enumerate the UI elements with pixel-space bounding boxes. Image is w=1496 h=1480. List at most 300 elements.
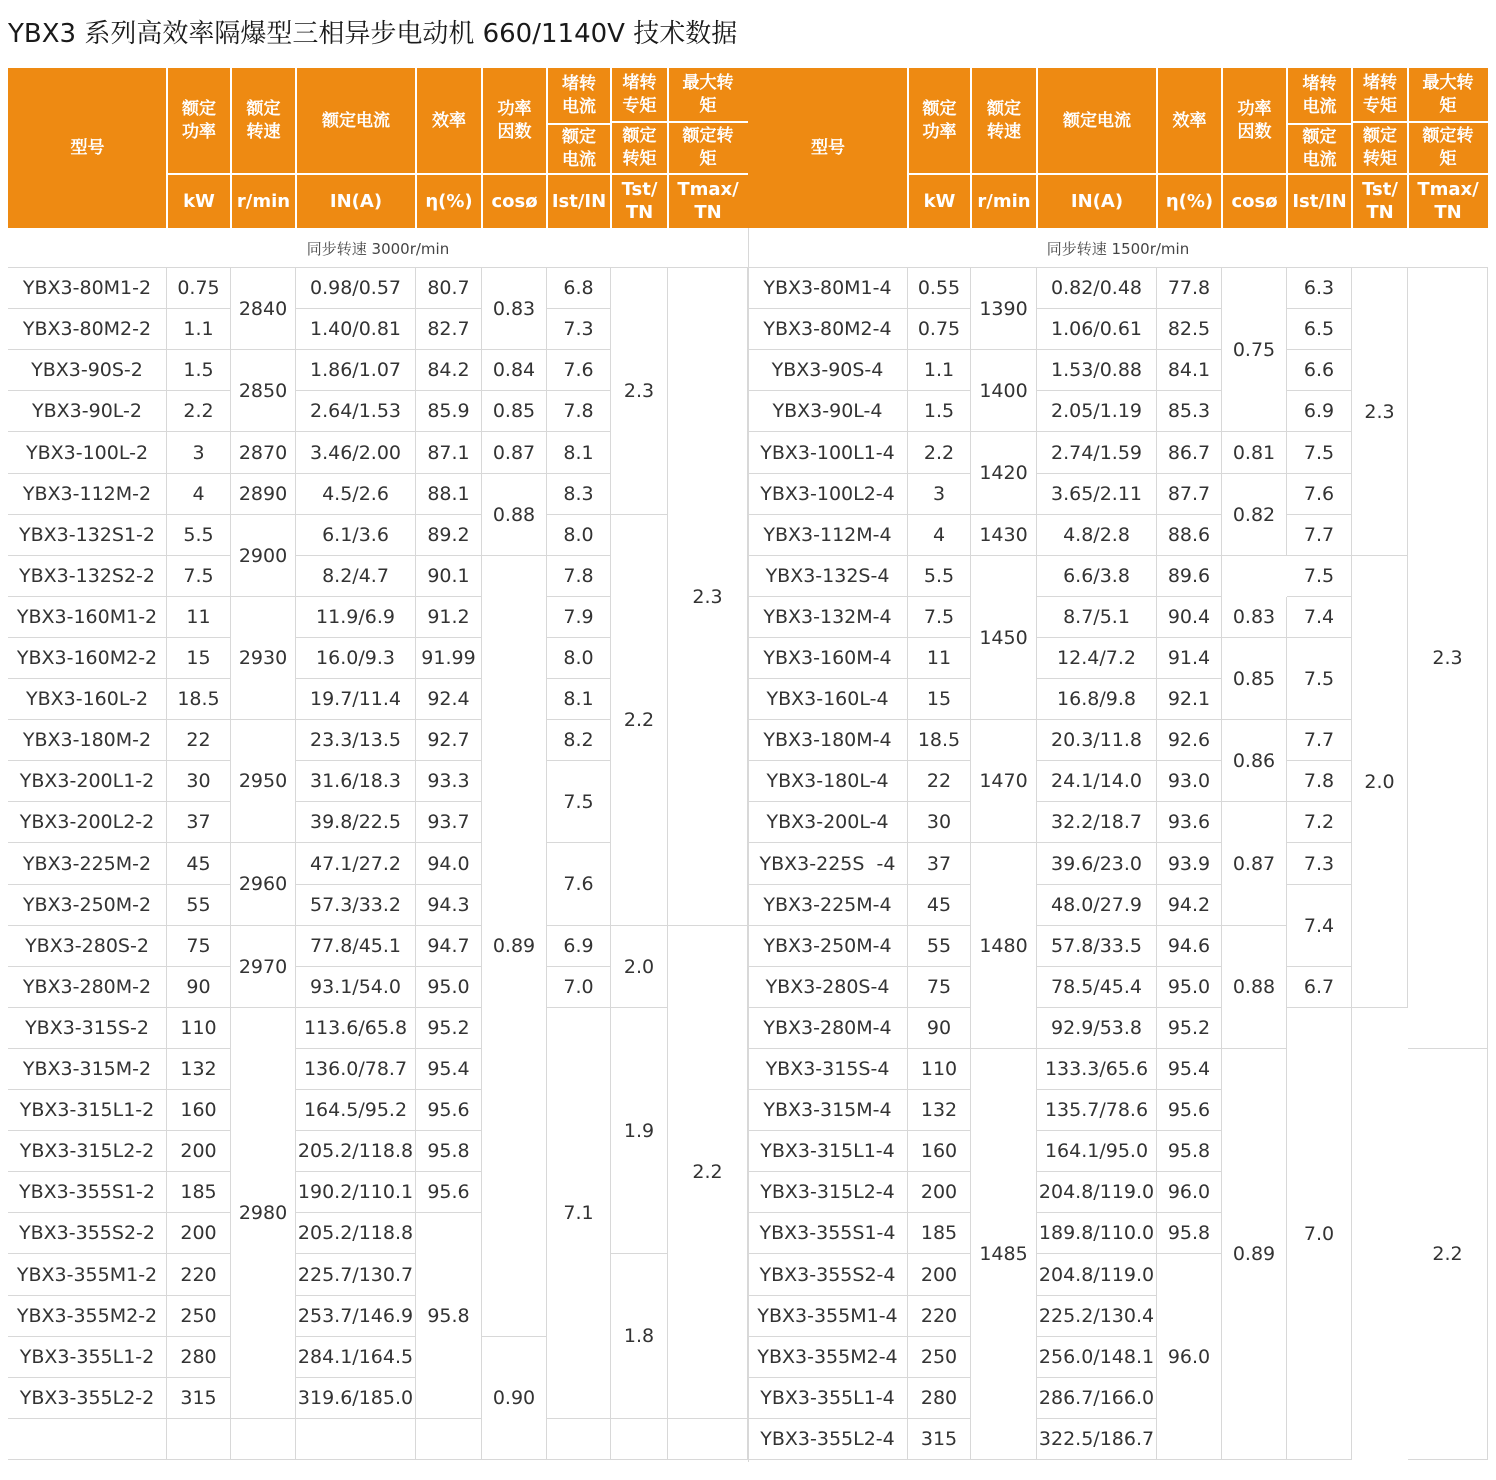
left-cell-current: 47.1/27.2 (296, 843, 416, 885)
left-cell-speed: 2890 (231, 474, 296, 515)
left-cell-eff: 95.6 (416, 1172, 482, 1213)
left-cell-current: 164.5/95.2 (296, 1090, 416, 1131)
header-divider (908, 173, 1488, 175)
right-cell-speed: 1480 (971, 843, 1037, 1049)
left-cell-max (668, 1419, 748, 1460)
right-header-pf: 功率 因数 (1222, 68, 1287, 174)
right-cell-lrc: 7.7 (1287, 515, 1352, 556)
left-cell-eff: 91.99 (416, 638, 482, 679)
left-header-unit-power: kW (167, 174, 231, 228)
right-cell-current: 92.9/53.8 (1037, 1008, 1157, 1049)
right-cell-current: 2.05/1.19 (1037, 391, 1157, 432)
left-cell-speed: 2970 (231, 926, 296, 1008)
left-cell-lrc: 7.8 (547, 556, 611, 597)
left-cell-pf: 0.83 (482, 268, 547, 350)
right-cell-pf: 0.85 (1222, 638, 1287, 720)
header-divider (1407, 68, 1409, 228)
right-cell-power: 200 (908, 1254, 971, 1296)
left-cell-eff: 95.8 (416, 1131, 482, 1172)
right-cell-lrt: 2.3 (1352, 268, 1408, 556)
right-cell-eff: 95.8 (1157, 1213, 1222, 1254)
table-divider (748, 228, 749, 1462)
left-cell-current: 136.0/78.7 (296, 1049, 416, 1090)
right-cell-current: 20.3/11.8 (1037, 720, 1157, 761)
right-cell-model: YBX3-355S2-4 (748, 1254, 908, 1296)
left-cell-model: YBX3-160L-2 (8, 679, 167, 720)
right-cell-current: 164.1/95.0 (1037, 1131, 1157, 1172)
right-cell-power: 160 (908, 1131, 971, 1172)
left-cell-model: YBX3-355M2-2 (8, 1296, 167, 1337)
left-cell-power: 220 (167, 1254, 231, 1296)
right-cell-model: YBX3-355S1-4 (748, 1213, 908, 1254)
left-cell-power: 90 (167, 967, 231, 1008)
right-cell-eff: 94.2 (1157, 885, 1222, 926)
left-cell-model: YBX3-90L-2 (8, 391, 167, 432)
left-cell-power: 30 (167, 761, 231, 802)
right-cell-current: 32.2/18.7 (1037, 802, 1157, 843)
left-cell-power: 132 (167, 1049, 231, 1090)
right-header-unit-lrt_top: Tst/ TN (1352, 174, 1408, 228)
left-cell-lrc: 6.9 (547, 926, 611, 967)
right-cell-eff: 82.5 (1157, 309, 1222, 350)
left-cell-eff: 92.7 (416, 720, 482, 761)
left-cell-model: YBX3-280S-2 (8, 926, 167, 967)
left-cell-eff (416, 1419, 482, 1460)
left-cell-current: 319.6/185.0 (296, 1378, 416, 1419)
left-cell-current: 11.9/6.9 (296, 597, 416, 638)
left-cell-model: YBX3-315L1-2 (8, 1090, 167, 1131)
header-divider (667, 68, 669, 228)
left-cell-power: 5.5 (167, 515, 231, 556)
left-cell-pf: 0.90 (482, 1337, 547, 1460)
left-cell-power: 75 (167, 926, 231, 967)
right-cell-current: 3.65/2.11 (1037, 474, 1157, 515)
right-header-eff: 效率 (1157, 68, 1222, 174)
right-cell-lrc: 7.2 (1287, 802, 1352, 843)
right-cell-lrc: 6.7 (1287, 967, 1352, 1008)
left-cell-lrc: 6.8 (547, 268, 611, 309)
left-cell-model: YBX3-112M-2 (8, 474, 167, 515)
header-divider (230, 68, 232, 228)
right-cell-lrc: 7.6 (1287, 474, 1352, 515)
left-cell-speed: 2950 (231, 720, 296, 843)
left-cell-current: 6.1/3.6 (296, 515, 416, 556)
left-cell-pf: 0.89 (482, 556, 547, 1337)
left-header-pf: 功率 因数 (482, 68, 547, 174)
right-cell-model: YBX3-315L1-4 (748, 1131, 908, 1172)
left-cell-current: 284.1/164.5 (296, 1337, 416, 1378)
left-cell-eff: 92.4 (416, 679, 482, 720)
header-divider (1036, 68, 1038, 228)
right-cell-power: 5.5 (908, 556, 971, 597)
left-cell-model: YBX3-90S-2 (8, 350, 167, 391)
right-cell-model: YBX3-90L-4 (748, 391, 908, 432)
left-cell-current: 16.0/9.3 (296, 638, 416, 679)
right-header-unit-speed: r/min (971, 174, 1037, 228)
header-divider (547, 123, 611, 125)
header-divider (1156, 68, 1158, 228)
right-cell-model: YBX3-315L2-4 (748, 1172, 908, 1213)
header-divider (1352, 121, 1408, 123)
left-cell-lrt: 1.9 (611, 1008, 668, 1254)
right-cell-current: 204.8/119.0 (1037, 1172, 1157, 1213)
right-cell-power: 132 (908, 1090, 971, 1131)
left-cell-eff: 87.1 (416, 432, 482, 474)
right-cell-current: 189.8/110.0 (1037, 1213, 1157, 1254)
right-cell-eff: 95.8 (1157, 1131, 1222, 1172)
left-cell-model: YBX3-160M1-2 (8, 597, 167, 638)
right-cell-power: 4 (908, 515, 971, 556)
right-cell-model: YBX3-112M-4 (748, 515, 908, 556)
header-divider (610, 68, 612, 228)
right-cell-model: YBX3-100L1-4 (748, 432, 908, 474)
right-cell-current: 2.74/1.59 (1037, 432, 1157, 474)
header-divider (295, 68, 297, 228)
right-header-unit-current: IN(A) (1037, 174, 1157, 228)
header-divider (1351, 68, 1353, 228)
left-cell-current: 0.98/0.57 (296, 268, 416, 309)
right-cell-power: 75 (908, 967, 971, 1008)
header-divider (907, 68, 909, 228)
header-divider (611, 121, 668, 123)
left-cell-eff: 95.8 (416, 1213, 482, 1419)
left-cell-model: YBX3-132S2-2 (8, 556, 167, 597)
left-cell-speed: 2960 (231, 843, 296, 926)
right-cell-pf: 0.88 (1222, 926, 1287, 1049)
left-header-eff: 效率 (416, 68, 482, 174)
right-cell-pf: 0.83 (1222, 597, 1287, 638)
right-cell-lrc: 7.3 (1287, 843, 1352, 885)
left-cell-model: YBX3-180M-2 (8, 720, 167, 761)
right-cell-power: 55 (908, 926, 971, 967)
right-cell-current: 135.7/78.6 (1037, 1090, 1157, 1131)
left-cell-power: 200 (167, 1213, 231, 1254)
left-cell-eff: 89.2 (416, 515, 482, 556)
header-divider (1286, 68, 1288, 228)
left-cell-power: 200 (167, 1131, 231, 1172)
left-cell-eff: 80.7 (416, 268, 482, 309)
right-cell-power: 7.5 (908, 597, 971, 638)
left-cell-lrc: 8.1 (547, 679, 611, 720)
right-cell-current: 286.7/166.0 (1037, 1378, 1157, 1419)
right-cell-lrc: 6.5 (1287, 309, 1352, 350)
left-cell-lrc: 8.2 (547, 720, 611, 761)
right-cell-eff: 96.0 (1157, 1172, 1222, 1213)
left-cell-eff: 94.7 (416, 926, 482, 967)
left-cell-lrc: 8.0 (547, 638, 611, 679)
right-cell-model: YBX3-200L-4 (748, 802, 908, 843)
left-cell-eff: 94.3 (416, 885, 482, 926)
left-cell-pf: 0.88 (482, 474, 547, 556)
left-cell-eff: 91.2 (416, 597, 482, 638)
header-divider (167, 173, 748, 175)
right-cell-speed: 1470 (971, 720, 1037, 843)
right-cell-power: 15 (908, 679, 971, 720)
right-cell-lrc: 6.6 (1287, 350, 1352, 391)
left-cell-lrc: 7.8 (547, 391, 611, 432)
right-header-lrt_bot: 额定 转矩 (1352, 122, 1408, 174)
right-cell-model: YBX3-315M-4 (748, 1090, 908, 1131)
left-cell-power: 0.75 (167, 268, 231, 309)
right-cell-current: 204.8/119.0 (1037, 1254, 1157, 1296)
left-header-unit-max_top: Tmax/ TN (668, 174, 748, 228)
header-divider (481, 68, 483, 228)
right-cell-power: 200 (908, 1172, 971, 1213)
right-cell-power: 22 (908, 761, 971, 802)
left-cell-lrt: 2.3 (611, 268, 668, 515)
right-cell-eff: 90.4 (1157, 597, 1222, 638)
right-cell-current: 1.06/0.61 (1037, 309, 1157, 350)
right-header-power: 额定 功率 (908, 68, 971, 174)
right-cell-model: YBX3-132S-4 (748, 556, 908, 597)
right-cell-power: 0.75 (908, 309, 971, 350)
page-title: YBX3 系列高效率隔爆型三相异步电动机 660/1140V 技术数据 (8, 19, 738, 49)
right-cell-eff: 95.2 (1157, 1008, 1222, 1049)
right-cell-eff: 91.4 (1157, 638, 1222, 679)
right-cell-current: 0.82/0.48 (1037, 268, 1157, 309)
left-cell-model: YBX3-355M1-2 (8, 1254, 167, 1296)
left-cell-current: 93.1/54.0 (296, 967, 416, 1008)
header-divider (970, 68, 972, 228)
left-cell-lrc: 7.0 (547, 967, 611, 1008)
header-divider (546, 68, 548, 228)
right-cell-power: 45 (908, 885, 971, 926)
left-cell-model: YBX3-100L-2 (8, 432, 167, 474)
header-divider (1221, 68, 1223, 228)
left-header-unit-eff: η(%) (416, 174, 482, 228)
right-header-max_bot: 额定转 矩 (1408, 122, 1488, 174)
right-cell-eff: 77.8 (1157, 268, 1222, 309)
right-header-max_top: 最大转 矩 (1408, 68, 1488, 122)
right-cell-eff: 88.6 (1157, 515, 1222, 556)
left-cell-power: 37 (167, 802, 231, 843)
right-cell-model: YBX3-180M-4 (748, 720, 908, 761)
right-header-unit-power: kW (908, 174, 971, 228)
right-cell-model: YBX3-280S-4 (748, 967, 908, 1008)
right-cell-current: 4.8/2.8 (1037, 515, 1157, 556)
left-cell-power: 3 (167, 432, 231, 474)
left-cell-power: 11 (167, 597, 231, 638)
right-cell-model: YBX3-225M-4 (748, 885, 908, 926)
right-cell-eff: 94.6 (1157, 926, 1222, 967)
left-cell-lrc: 8.1 (547, 432, 611, 474)
header-divider (166, 68, 168, 228)
left-header-unit-lrt_top: Tst/ TN (611, 174, 668, 228)
right-cell-power: 2.2 (908, 432, 971, 474)
left-header-unit-speed: r/min (231, 174, 296, 228)
right-cell-pf: 0.82 (1222, 474, 1287, 556)
right-header-model: 型号 (748, 68, 908, 228)
left-cell-model: YBX3-355S1-2 (8, 1172, 167, 1213)
left-cell-lrt (611, 1419, 668, 1460)
left-cell-current: 8.2/4.7 (296, 556, 416, 597)
right-cell-current: 133.3/65.6 (1037, 1049, 1157, 1090)
left-header-lrc_top: 堵转 电流 (547, 68, 611, 124)
left-cell-current: 77.8/45.1 (296, 926, 416, 967)
right-cell-lrc: 7.7 (1287, 720, 1352, 761)
left-cell-eff: 82.7 (416, 309, 482, 350)
right-cell-pf: 0.81 (1222, 432, 1287, 474)
right-cell-model: YBX3-280M-4 (748, 1008, 908, 1049)
left-cell-current: 2.64/1.53 (296, 391, 416, 432)
left-cell-model: YBX3-160M2-2 (8, 638, 167, 679)
right-cell-model: YBX3-100L2-4 (748, 474, 908, 515)
left-cell-model (8, 1419, 167, 1460)
left-cell-current: 57.3/33.2 (296, 885, 416, 926)
right-header-unit-lrc_top: Ist/IN (1287, 174, 1352, 228)
right-cell-current: 322.5/186.7 (1037, 1419, 1157, 1460)
right-cell-eff: 93.0 (1157, 761, 1222, 802)
left-cell-current: 1.86/1.07 (296, 350, 416, 391)
left-cell-model: YBX3-355L1-2 (8, 1337, 167, 1378)
right-cell-eff: 85.3 (1157, 391, 1222, 432)
header-divider (415, 68, 417, 228)
left-cell-eff: 95.2 (416, 1008, 482, 1049)
right-cell-eff: 95.6 (1157, 1090, 1222, 1131)
left-cell-power: 7.5 (167, 556, 231, 597)
left-cell-speed: 2900 (231, 515, 296, 597)
left-cell-eff: 90.1 (416, 556, 482, 597)
left-cell-power: 280 (167, 1337, 231, 1378)
right-cell-model: YBX3-180L-4 (748, 761, 908, 802)
left-cell-current: 205.2/118.8 (296, 1213, 416, 1254)
right-cell-current: 24.1/14.0 (1037, 761, 1157, 802)
left-cell-power: 4 (167, 474, 231, 515)
right-cell-power: 90 (908, 1008, 971, 1049)
left-header-power: 额定 功率 (167, 68, 231, 174)
right-cell-pf: 0.75 (1222, 268, 1287, 432)
right-cell-lrc: 6.3 (1287, 268, 1352, 309)
header-divider (1408, 121, 1488, 123)
left-cell-pf: 0.84 (482, 350, 547, 391)
left-cell-lrc: 8.0 (547, 515, 611, 556)
right-cell-lrc: 7.5 (1287, 638, 1352, 720)
left-cell-power: 110 (167, 1008, 231, 1049)
left-cell-model: YBX3-200L2-2 (8, 802, 167, 843)
left-cell-eff: 95.4 (416, 1049, 482, 1090)
left-cell-model: YBX3-80M1-2 (8, 268, 167, 309)
left-cell-lrc: 7.3 (547, 309, 611, 350)
left-cell-power: 315 (167, 1378, 231, 1419)
left-cell-power: 22 (167, 720, 231, 761)
left-cell-current: 1.40/0.81 (296, 309, 416, 350)
right-cell-current: 6.6/3.8 (1037, 556, 1157, 597)
left-header-lrt_top: 堵转 专矩 (611, 68, 668, 122)
left-sync-speed: 同步转速 3000r/min (8, 228, 748, 268)
left-cell-lrc: 7.1 (547, 1008, 611, 1419)
right-cell-power: 37 (908, 843, 971, 885)
right-cell-max: 2.3 (1408, 268, 1488, 1049)
right-cell-eff: 89.6 (1157, 556, 1222, 597)
right-cell-pf: 0.89 (1222, 1049, 1287, 1460)
left-cell-eff: 95.6 (416, 1090, 482, 1131)
right-cell-current: 39.6/23.0 (1037, 843, 1157, 885)
right-cell-speed: 1420 (971, 432, 1037, 515)
right-header-unit-pf: cosø (1222, 174, 1287, 228)
right-cell-current: 78.5/45.4 (1037, 967, 1157, 1008)
left-cell-model: YBX3-225M-2 (8, 843, 167, 885)
right-cell-pf: 0.86 (1222, 720, 1287, 802)
right-cell-eff: 93.6 (1157, 802, 1222, 843)
right-cell-speed: 1450 (971, 556, 1037, 720)
left-cell-current: 205.2/118.8 (296, 1131, 416, 1172)
right-cell-model: YBX3-355M2-4 (748, 1337, 908, 1378)
left-header-model: 型号 (8, 68, 167, 228)
right-cell-speed: 1390 (971, 268, 1037, 350)
left-cell-lrc: 7.6 (547, 843, 611, 926)
right-cell-power: 11 (908, 638, 971, 679)
right-header-unit-max_top: Tmax/ TN (1408, 174, 1488, 228)
right-cell-lrc: 7.5 (1287, 556, 1352, 597)
left-cell-speed: 2840 (231, 268, 296, 350)
right-cell-lrc: 6.9 (1287, 391, 1352, 432)
right-header-unit-eff: η(%) (1157, 174, 1222, 228)
left-cell-lrc: 8.3 (547, 474, 611, 515)
right-sync-speed: 同步转速 1500r/min (748, 228, 1488, 268)
right-cell-lrc: 7.4 (1287, 885, 1352, 967)
right-cell-current: 48.0/27.9 (1037, 885, 1157, 926)
right-cell-power: 0.55 (908, 268, 971, 309)
left-header-unit-lrc_top: Ist/IN (547, 174, 611, 228)
right-cell-power: 1.1 (908, 350, 971, 391)
left-header-lrc_bot: 额定 电流 (547, 124, 611, 174)
left-cell-eff: 95.0 (416, 967, 482, 1008)
left-cell-model: YBX3-355L2-2 (8, 1378, 167, 1419)
left-cell-speed (231, 1419, 296, 1460)
left-cell-current: 3.46/2.00 (296, 432, 416, 474)
left-cell-speed: 2850 (231, 350, 296, 432)
left-cell-eff: 85.9 (416, 391, 482, 432)
left-cell-power (167, 1419, 231, 1460)
right-cell-power: 30 (908, 802, 971, 843)
right-cell-model: YBX3-315S-4 (748, 1049, 908, 1090)
left-header-max_top: 最大转 矩 (668, 68, 748, 122)
left-cell-lrt: 2.2 (611, 515, 668, 926)
left-cell-power: 1.5 (167, 350, 231, 391)
right-cell-model: YBX3-160L-4 (748, 679, 908, 720)
header-divider (1287, 123, 1352, 125)
left-cell-lrt: 2.0 (611, 926, 668, 1008)
left-header-current: 额定电流 (296, 68, 416, 174)
right-cell-model: YBX3-132M-4 (748, 597, 908, 638)
left-cell-eff: 93.7 (416, 802, 482, 843)
right-header-lrc_top: 堵转 电流 (1287, 68, 1352, 124)
left-cell-power: 15 (167, 638, 231, 679)
left-cell-speed: 2870 (231, 432, 296, 474)
left-cell-current: 225.7/130.7 (296, 1254, 416, 1296)
right-cell-power: 1.5 (908, 391, 971, 432)
left-cell-current: 39.8/22.5 (296, 802, 416, 843)
right-cell-lrc: 7.4 (1287, 597, 1352, 638)
right-cell-eff: 96.0 (1157, 1254, 1222, 1460)
left-cell-power: 1.1 (167, 309, 231, 350)
right-header-speed: 额定 转速 (971, 68, 1037, 174)
left-cell-power: 160 (167, 1090, 231, 1131)
right-header-lrc_bot: 额定 电流 (1287, 124, 1352, 174)
left-cell-current: 253.7/146.9 (296, 1296, 416, 1337)
left-cell-current: 113.6/65.8 (296, 1008, 416, 1049)
right-cell-eff: 84.1 (1157, 350, 1222, 391)
right-cell-model: YBX3-160M-4 (748, 638, 908, 679)
right-cell-eff: 95.0 (1157, 967, 1222, 1008)
left-cell-eff: 93.3 (416, 761, 482, 802)
left-cell-model: YBX3-80M2-2 (8, 309, 167, 350)
right-cell-current: 1.53/0.88 (1037, 350, 1157, 391)
left-header-unit-pf: cosø (482, 174, 547, 228)
right-cell-eff: 92.6 (1157, 720, 1222, 761)
left-cell-model: YBX3-355S2-2 (8, 1213, 167, 1254)
left-cell-power: 185 (167, 1172, 231, 1213)
